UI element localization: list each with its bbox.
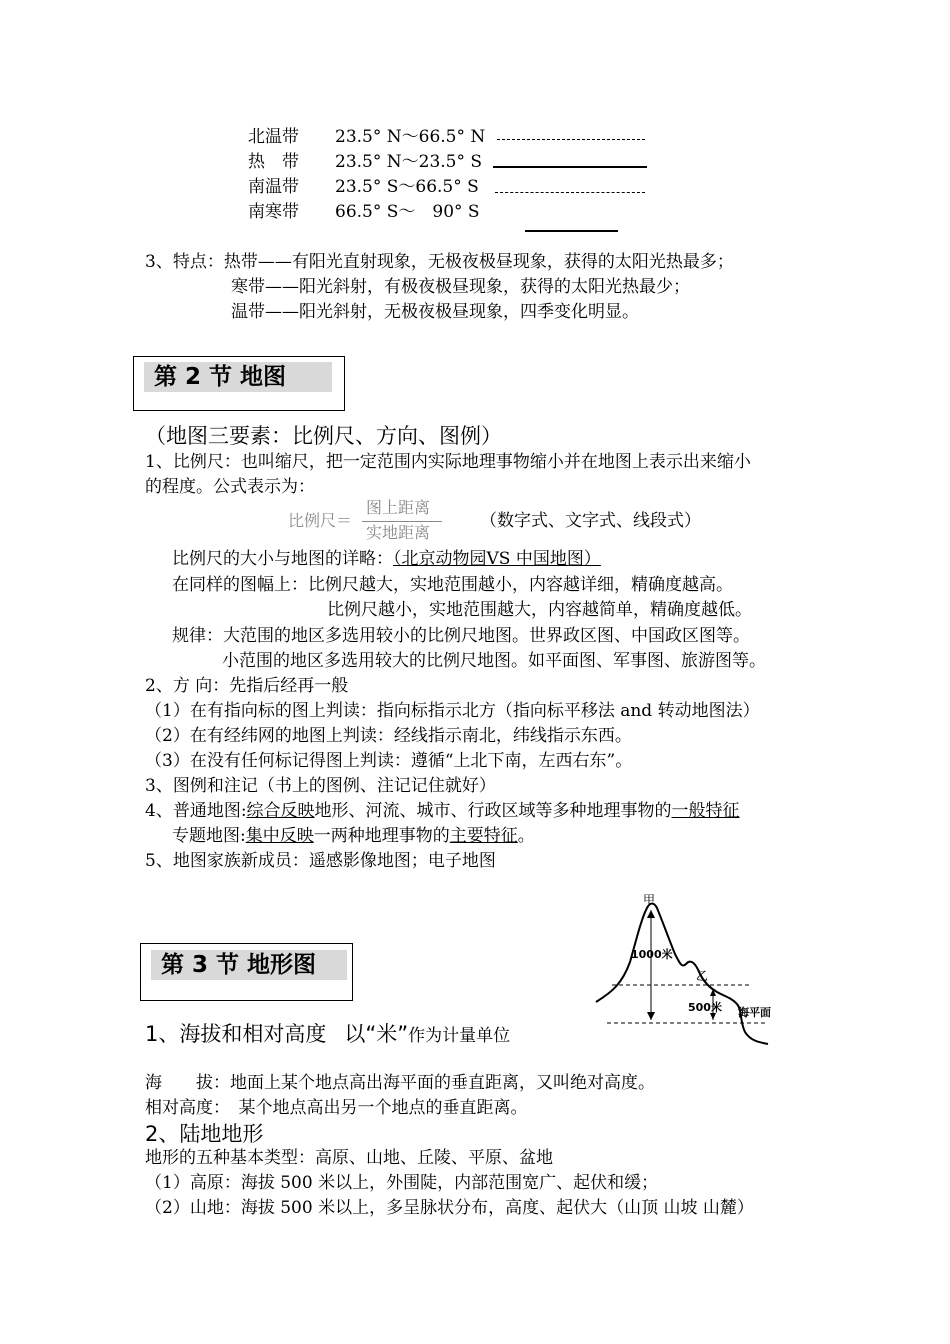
second-label: 乙	[696, 969, 709, 983]
underlined-text: 集中反映	[245, 826, 314, 846]
text: 地形、河流、城市、行政区域等多种地理事物的	[314, 801, 672, 821]
height-label: 500米	[688, 1001, 722, 1014]
arrow-head-icon	[647, 1012, 655, 1020]
heading-line	[145, 1022, 510, 1047]
general-map-line	[145, 801, 740, 821]
formula-types: （数字式、文字式、线段式）	[480, 511, 701, 531]
paragraph-line: 的程度。公式表示为：	[145, 477, 315, 497]
detail-intro: 比例尺的大小与地图的详略：	[172, 549, 393, 569]
features-line: 3、特点：热带——有阳光直射现象，无极夜极昼现象，获得的太阳光热最多；	[145, 252, 734, 272]
underlined-text: 综合反映	[246, 801, 315, 821]
paragraph-line: （2）在有经纬网的地图上判读：经线指示南北，纬线指示东西。	[145, 726, 632, 746]
text: 一两种地理事物的	[313, 826, 450, 846]
paragraph-line: （1）在有指向标的图上判读：指向标指示北方（指向标平移法 and 转动地图法）	[145, 701, 760, 721]
features-line: 温带——阳光斜射，无极夜极昼现象，四季变化明显。	[231, 302, 639, 322]
formula-denominator: 实地距离	[366, 523, 431, 542]
underlined-text: 一般特征	[671, 801, 740, 821]
scale-formula	[288, 497, 448, 543]
text: 。	[517, 826, 535, 846]
heading: 1、海拔和相对高度	[145, 1022, 327, 1046]
zone-range: 23.5° N～23.5° S	[335, 152, 483, 172]
solid-line	[493, 166, 647, 168]
arrow-head-icon	[710, 1013, 716, 1020]
heading-note: 作为计量单位	[408, 1026, 511, 1046]
formula-numerator: 图上距离	[366, 498, 431, 517]
paragraph-line: （3）在没有任何标记得图上判读：遵循“上北下南，左西右东”。	[145, 751, 633, 771]
heading: 2、陆地地形	[145, 1122, 264, 1146]
zone-range: 66.5° S～ 90° S	[335, 202, 480, 222]
paragraph-line: 相对高度： 某个地点高出另一个地点的垂直距离。	[145, 1098, 528, 1118]
section-title: 第 2 节 地图	[144, 362, 332, 392]
detail-example: （北京动物园VS 中国地图）	[393, 549, 601, 569]
arrow-head-icon	[647, 910, 655, 918]
paragraph-line: 比例尺越小，实地范围越大，内容越简单，精确度越低。	[327, 600, 752, 620]
peak-label: 甲	[643, 893, 656, 907]
zone-range: 23.5° S～66.5° S	[335, 177, 479, 197]
zone-name: 南温带	[248, 177, 299, 197]
zone-name: 热 带	[248, 152, 299, 172]
text: 专题地图:	[172, 826, 246, 846]
paragraph-line: （1）高原：海拔 500 米以上，外围陡，内部范围宽广、起伏和缓；	[145, 1173, 659, 1193]
dashed-line	[497, 139, 645, 140]
height-label: 1000米	[631, 948, 673, 961]
zone-name: 北温带	[248, 127, 299, 147]
paragraph-line: 2、方 向：先指后经再一般	[145, 676, 349, 696]
features-line: 寒带——阳光斜射，有极夜极昼现象，获得的太阳光热最少；	[231, 277, 690, 297]
paragraph-line: 小范围的地区多选用较大的比例尺地图。如平面图、军事图、旅游图等。	[222, 651, 766, 671]
paragraph-line: 海 拔：地面上某个地点高出海平面的垂直距离，又叫绝对高度。	[145, 1073, 655, 1093]
zone-name: 南寒带	[248, 202, 299, 222]
terrain-diagram	[592, 892, 777, 1052]
section-title-box	[133, 356, 345, 411]
paragraph-line: （2）山地：海拔 500 米以上，多呈脉状分布，高度、起伏大（山顶 山坡 山麓）	[145, 1198, 754, 1218]
heading-note: 以“米”	[344, 1022, 409, 1046]
paragraph-line: 3、图例和注记（书上的图例、注记记住就好）	[145, 776, 496, 796]
paragraph-line: 地形的五种基本类型：高原、山地、丘陵、平原、盆地	[145, 1148, 553, 1168]
text: 4、普通地图:	[145, 801, 247, 821]
paragraph-line: 1、比例尺：也叫缩尺，把一定范围内实际地理事物缩小并在地图上表示出来缩小	[145, 452, 751, 472]
fraction-bar	[362, 521, 442, 522]
zone-range: 23.5° N～66.5° N	[335, 127, 486, 147]
paragraph-line: 在同样的图幅上：比例尺越大，实地范围越小，内容越详细，精确度越高。	[172, 575, 733, 595]
dashed-line	[495, 192, 645, 193]
paragraph-line: 5、地图家族新成员：遥感影像地图；电子地图	[145, 851, 496, 871]
sea-level-label: 海平面	[738, 1006, 771, 1019]
underlined-text: 主要特征	[449, 826, 518, 846]
formula-lhs: 比例尺＝	[288, 511, 353, 530]
section-subtitle: （地图三要素：比例尺、方向、图例）	[145, 424, 502, 448]
detail-line	[172, 549, 601, 569]
paragraph-line: 规律：大范围的地区多选用较小的比例尺地图。世界政区图、中国政区图等。	[172, 626, 750, 646]
thematic-map-line	[172, 826, 535, 846]
section-title: 第 3 节 地形图	[151, 950, 347, 980]
section-title-box	[140, 943, 353, 1001]
solid-line	[525, 230, 618, 232]
